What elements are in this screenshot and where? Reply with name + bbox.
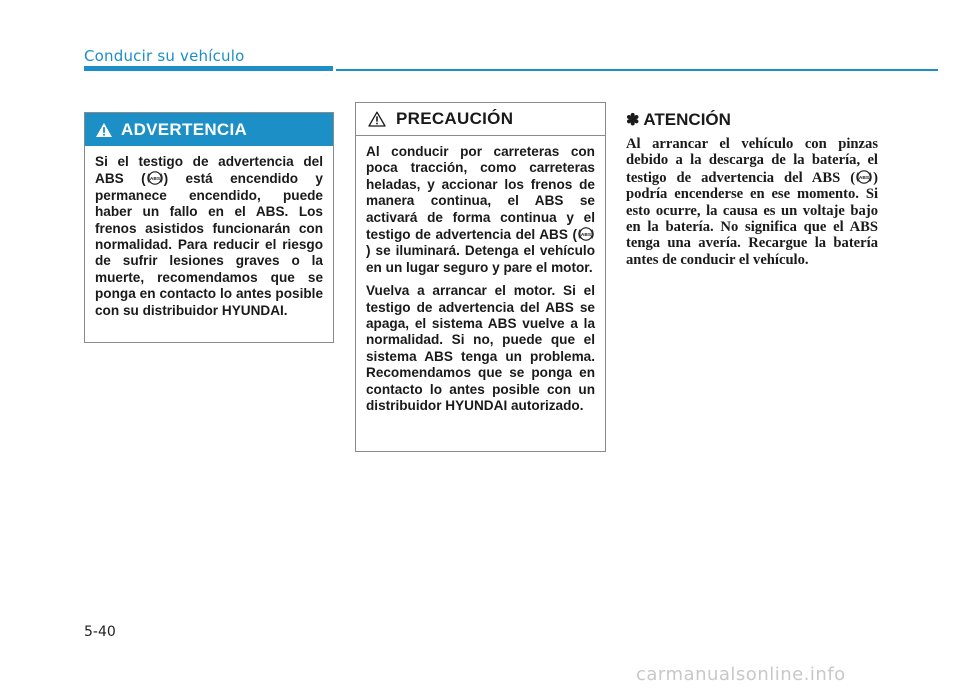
caution-box — [355, 102, 606, 452]
svg-text:ABS: ABS — [859, 175, 870, 181]
warning-text: Si el testigo de advertencia del ABS ( ABS ) está encendido y permanece encendido, puede haber un fallo en el ABS. Los frenos asistidos funcionarán con normalidad. Para reducir el riesgo de sufrir lesiones graves o la muerte, recomendamos que se ponga en contacto lo antes posible con su distribuidor HYUNDAI. — [95, 154, 323, 318]
header-rule-thin — [336, 69, 938, 71]
abs-warning-light-icon — [856, 169, 872, 185]
abs-warning-light-icon — [578, 226, 594, 242]
caution-paragraph-2: Vuelva a arrancar el motor. Si el testigo de advertencia del ABS se apaga, el sistema ABS vuelve a la normalidad. Si no, puede que el sistema ABS tenga un problema. Recomendamos que se ponga en contacto lo antes posible con un distribuidor HYUNDAI autorizado. — [366, 283, 595, 414]
abs-warning-light-icon — [147, 170, 163, 186]
svg-text:ABS: ABS — [149, 177, 160, 183]
svg-text:ABS: ABS — [580, 233, 592, 239]
caution-paragraph-1: Al conducir por carreteras con poca tracción, como carreteras heladas, y accionar los frenos de manera continua, el ABS se activará de forma continua y el testigo de advertencia del ABS ( ABS ) se iluminará. Detenga el vehículo en un lugar seguro y pare el motor. — [366, 144, 595, 275]
watermark: carmanualsonline.info — [636, 664, 846, 685]
header-rule-thick — [84, 66, 333, 71]
warning-box — [84, 112, 334, 343]
attention-title-row — [626, 110, 878, 130]
warning-triangle-icon — [95, 122, 113, 138]
warning-title: ADVERTENCIA — [121, 119, 248, 139]
attention-note — [626, 110, 878, 268]
warning-body — [85, 146, 333, 319]
attention-text: Al arrancar el vehículo con pinzas debido a la descarga de la batería, el testigo de advertencia del ABS ( ABS ) podría encenderse en ese momento. Si esto ocurre, la causa es un voltaje bajo en la batería. No significa que el ABS tenga una avería. Recargue la batería antes de conducir el vehículo. — [626, 136, 878, 268]
page-number: 5-40 — [84, 624, 116, 640]
warning-header — [85, 113, 333, 146]
caution-body — [356, 136, 605, 415]
attention-star-icon: ✽ — [626, 112, 640, 129]
caution-header — [356, 103, 605, 136]
caution-title: PRECAUCIÓN — [396, 109, 514, 128]
section-title: Conducir su vehículo — [84, 47, 245, 65]
caution-triangle-icon — [368, 111, 386, 127]
attention-title: ATENCIÓN — [643, 110, 731, 129]
